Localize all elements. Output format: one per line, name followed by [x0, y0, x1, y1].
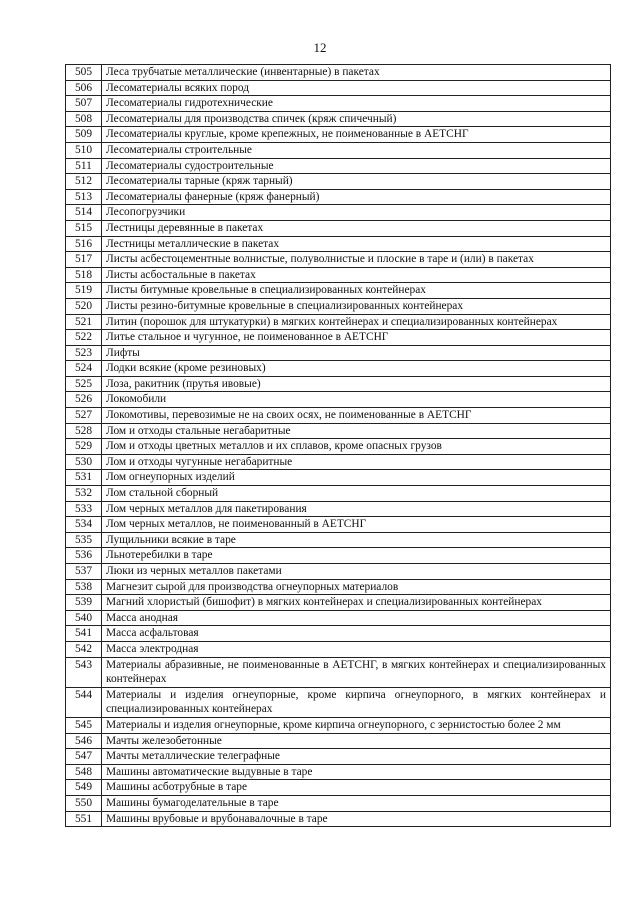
row-number: 522	[66, 330, 102, 346]
table-row	[66, 252, 611, 268]
row-number: 511	[66, 158, 102, 174]
table-row	[66, 579, 611, 595]
table-row	[66, 811, 611, 827]
row-text: Материалы и изделия огнеупорные, кроме кирпича огнеупорного, с зернистостью более 2 мм	[102, 717, 611, 733]
table-row	[66, 158, 611, 174]
row-text: Локомотивы, перевозимые не на своих осях, не поименованные в АЕТСНГ	[102, 408, 611, 424]
table-row	[66, 189, 611, 205]
row-number: 533	[66, 501, 102, 517]
row-text: Магний хлористый (бишофит) в мягких контейнерах и специализированных контейнерах	[102, 595, 611, 611]
row-text: Лоза, ракитник (прутья ивовые)	[102, 376, 611, 392]
row-number: 532	[66, 486, 102, 502]
row-text: Материалы абразивные, не поименованные в АЕТСНГ, в мягких контейнерах и специализированных контейнерах	[102, 657, 611, 687]
row-text: Льнотеребилки в таре	[102, 548, 611, 564]
row-text: Лом огнеупорных изделий	[102, 470, 611, 486]
row-number: 524	[66, 361, 102, 377]
table-row	[66, 564, 611, 580]
row-number: 545	[66, 717, 102, 733]
row-number: 514	[66, 205, 102, 221]
row-text: Лесоматериалы гидротехнические	[102, 96, 611, 112]
cargo-list-table	[65, 64, 611, 827]
table-row	[66, 345, 611, 361]
table-row	[66, 361, 611, 377]
row-text: Листы асбостальные в пакетах	[102, 267, 611, 283]
table-row	[66, 267, 611, 283]
table-row	[66, 657, 611, 687]
row-number: 540	[66, 610, 102, 626]
row-number: 538	[66, 579, 102, 595]
row-number: 527	[66, 408, 102, 424]
row-number: 537	[66, 564, 102, 580]
table-row	[66, 764, 611, 780]
table-row	[66, 80, 611, 96]
row-number: 542	[66, 641, 102, 657]
row-text: Материалы и изделия огнеупорные, кроме кирпича огнеупорного, в мягких контейнерах и специализированных контейнерах	[102, 687, 611, 717]
row-text: Лесоматериалы для производства спичек (кряж спичечный)	[102, 111, 611, 127]
row-number: 525	[66, 376, 102, 392]
row-number: 508	[66, 111, 102, 127]
row-number: 528	[66, 423, 102, 439]
row-number: 536	[66, 548, 102, 564]
table-row	[66, 610, 611, 626]
row-number: 526	[66, 392, 102, 408]
row-number: 506	[66, 80, 102, 96]
row-number: 550	[66, 795, 102, 811]
row-text: Лесоматериалы круглые, кроме крепежных, не поименованные в АЕТСНГ	[102, 127, 611, 143]
row-number: 534	[66, 517, 102, 533]
row-text: Лесоматериалы судостроительные	[102, 158, 611, 174]
table-row	[66, 283, 611, 299]
row-number: 509	[66, 127, 102, 143]
table-body	[66, 65, 611, 827]
row-text: Лесопогрузчики	[102, 205, 611, 221]
table-row	[66, 142, 611, 158]
row-text: Машины автоматические выдувные в таре	[102, 764, 611, 780]
row-text: Машины асботрубные в таре	[102, 780, 611, 796]
row-text: Листы битумные кровельные в специализированных контейнерах	[102, 283, 611, 299]
row-text: Лестницы металлические в пакетах	[102, 236, 611, 252]
table-row	[66, 517, 611, 533]
row-number: 515	[66, 220, 102, 236]
page-number: 12	[313, 40, 327, 55]
table-row	[66, 376, 611, 392]
table-row	[66, 65, 611, 81]
table-row	[66, 423, 611, 439]
row-number: 518	[66, 267, 102, 283]
row-text: Листы асбестоцементные волнистые, полуволнистые и плоские в таре и (или) в пакетах	[102, 252, 611, 268]
row-number: 519	[66, 283, 102, 299]
row-number: 546	[66, 733, 102, 749]
row-text: Лесоматериалы тарные (кряж тарный)	[102, 174, 611, 190]
table-row	[66, 111, 611, 127]
row-text: Люки из черных металлов пакетами	[102, 564, 611, 580]
table-row	[66, 717, 611, 733]
row-number: 548	[66, 764, 102, 780]
table-row	[66, 641, 611, 657]
row-number: 549	[66, 780, 102, 796]
row-text: Лесоматериалы всяких пород	[102, 80, 611, 96]
row-text: Масса анодная	[102, 610, 611, 626]
row-text: Машины врубовые и врубонавалочные в таре	[102, 811, 611, 827]
row-text: Мачты железобетонные	[102, 733, 611, 749]
row-number: 535	[66, 532, 102, 548]
row-text: Листы резино-битумные кровельные в специализированных контейнерах	[102, 298, 611, 314]
table-row	[66, 470, 611, 486]
row-number: 539	[66, 595, 102, 611]
row-text: Лом стальной сборный	[102, 486, 611, 502]
table-row	[66, 454, 611, 470]
table-row	[66, 174, 611, 190]
row-number: 529	[66, 439, 102, 455]
row-number: 510	[66, 142, 102, 158]
row-number: 512	[66, 174, 102, 190]
row-text: Лестницы деревянные в пакетах	[102, 220, 611, 236]
table-row	[66, 236, 611, 252]
table-row	[66, 392, 611, 408]
row-number: 551	[66, 811, 102, 827]
row-number: 517	[66, 252, 102, 268]
row-number: 516	[66, 236, 102, 252]
table-row	[66, 439, 611, 455]
row-text: Лущильники всякие в таре	[102, 532, 611, 548]
row-text: Машины бумагоделательные в таре	[102, 795, 611, 811]
row-text: Лесоматериалы фанерные (кряж фанерный)	[102, 189, 611, 205]
row-number: 507	[66, 96, 102, 112]
table-row	[66, 780, 611, 796]
row-number: 547	[66, 749, 102, 765]
row-number: 531	[66, 470, 102, 486]
table-row	[66, 532, 611, 548]
row-text: Лом черных металлов для пакетирования	[102, 501, 611, 517]
table-row	[66, 626, 611, 642]
row-text: Лифты	[102, 345, 611, 361]
row-text: Мачты металлические телеграфные	[102, 749, 611, 765]
row-text: Лодки всякие (кроме резиновых)	[102, 361, 611, 377]
row-text: Лом и отходы чугунные негабаритные	[102, 454, 611, 470]
table-row	[66, 749, 611, 765]
row-number: 523	[66, 345, 102, 361]
table-row	[66, 298, 611, 314]
row-number: 530	[66, 454, 102, 470]
table-row	[66, 733, 611, 749]
row-number: 521	[66, 314, 102, 330]
row-number: 520	[66, 298, 102, 314]
row-text: Локомобили	[102, 392, 611, 408]
row-text: Леса трубчатые металлические (инвентарные) в пакетах	[102, 65, 611, 81]
row-text: Лом черных металлов, не поименованный в АЕТСНГ	[102, 517, 611, 533]
table-row	[66, 595, 611, 611]
row-number: 513	[66, 189, 102, 205]
table-row	[66, 548, 611, 564]
table-row	[66, 795, 611, 811]
table-row	[66, 687, 611, 717]
row-text: Лом и отходы цветных металлов и их сплавов, кроме опасных грузов	[102, 439, 611, 455]
row-number: 544	[66, 687, 102, 717]
table-row	[66, 501, 611, 517]
row-text: Масса электродная	[102, 641, 611, 657]
row-text: Магнезит сырой для производства огнеупорных материалов	[102, 579, 611, 595]
row-text: Литье стальное и чугунное, не поименованное в АЕТСНГ	[102, 330, 611, 346]
row-number: 543	[66, 657, 102, 687]
table-row	[66, 330, 611, 346]
table-row	[66, 314, 611, 330]
row-text: Лесоматериалы строительные	[102, 142, 611, 158]
row-text: Литин (порошок для штукатурки) в мягких контейнерах и специализированных контейнерах	[102, 314, 611, 330]
row-number: 541	[66, 626, 102, 642]
table-row	[66, 205, 611, 221]
table-row	[66, 127, 611, 143]
row-number: 505	[66, 65, 102, 81]
table-row	[66, 408, 611, 424]
row-text: Лом и отходы стальные негабаритные	[102, 423, 611, 439]
table-row	[66, 220, 611, 236]
table-row	[66, 486, 611, 502]
table-row	[66, 96, 611, 112]
row-text: Масса асфальтовая	[102, 626, 611, 642]
